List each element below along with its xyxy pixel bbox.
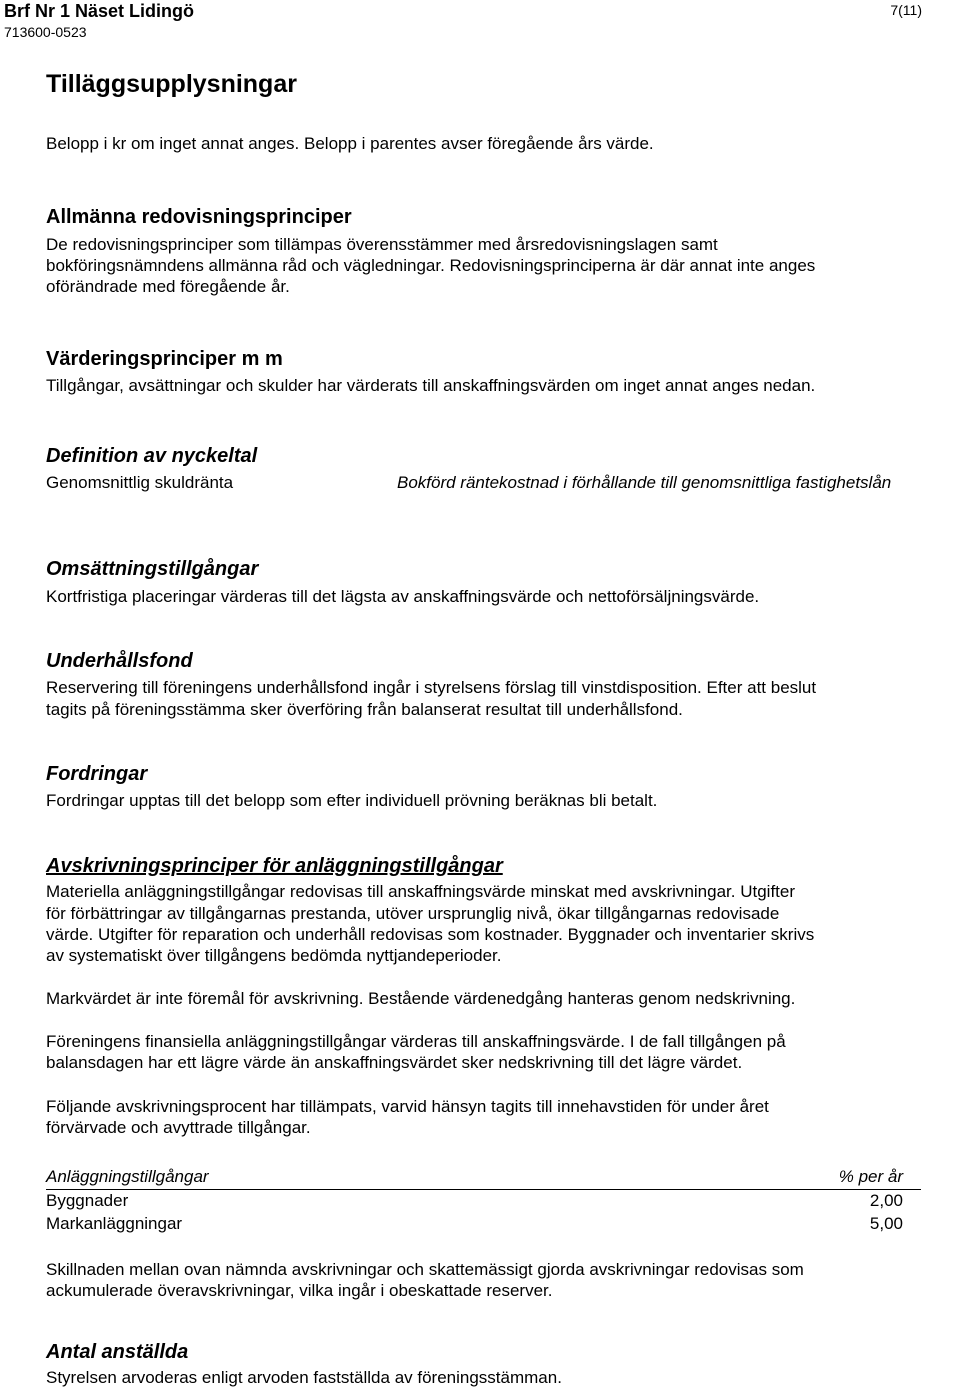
allmanna-line: bokföringsnämndens allmänna råd och vägledningar. Redovisningsprinciperna är där annat inte anges (46, 256, 816, 275)
table-header-asset: Anläggningstillgångar (46, 1167, 209, 1186)
company-name: Brf Nr 1 Näset Lidingö (4, 1, 195, 21)
section-heading-nyckeltal: Definition av nyckeltal (46, 445, 258, 467)
avskrivning-line: Materiella anläggningstillgångar redovisas till anskaffningsvärde minskat med avskrivningar. Utgifter (46, 882, 796, 901)
page-title: Tilläggsupplysningar (46, 70, 297, 98)
table-row-value: 2,00 (869, 1191, 903, 1210)
underhall-line: Reservering till föreningens underhållsfond ingår i styrelsens förslag till vinstdisposition. Efter att beslut (46, 678, 817, 697)
table-row-value: 5,00 (869, 1214, 903, 1233)
omsattning-text: Kortfristiga placeringar värderas till det lägsta av anskaffningsvärde och nettoförsäljningsvärde. (46, 587, 760, 606)
page-number: 7(11) (890, 2, 922, 18)
avskrivning-line: för förbättringar av tillgångarnas prestanda, utöver ursprunglig nivå, ökar tillgångarnas redovisade (46, 904, 780, 923)
section-heading-fordringar: Fordringar (46, 763, 148, 785)
table-header-rate: % per år (838, 1167, 903, 1186)
markvarde-text: Markvärdet är inte föremål för avskrivning. Bestående värdenedgång hanteras genom nedskrivning. (46, 989, 796, 1008)
anstallda-text: Styrelsen arvoderas enligt arvoden fastställda av föreningsstämman. (46, 1368, 562, 1387)
section-heading-omsattning: Omsättningstillgångar (46, 558, 259, 580)
org-number: 713600-0523 (4, 24, 87, 40)
nyckeltal-definition: Bokförd räntekostnad i förhållande till genomsnittliga fastighetslån (397, 473, 892, 492)
avskrivningsprocent-line: förvärvade och avyttrade tillgångar. (46, 1118, 311, 1137)
skillnaden-line: Skillnaden mellan ovan nämnda avskrivningar och skattemässigt gjorda avskrivningar redovisas som (46, 1260, 804, 1279)
finansiella-line: Föreningens finansiella anläggningstillgångar värderas till anskaffningsvärde. I de fall tillgången på (46, 1032, 786, 1051)
section-heading-varderings: Värderingsprinciper m m (46, 348, 283, 370)
section-heading-anstallda: Antal anställda (46, 1341, 189, 1363)
avskrivningsprocent-line: Följande avskrivningsprocent har tillämpats, varvid hänsyn tagits till innehavstiden för under året (46, 1097, 769, 1116)
section-heading-underhall: Underhållsfond (46, 650, 193, 672)
table-row-label: Byggnader (46, 1191, 129, 1210)
fordringar-text: Fordringar upptas till det belopp som efter individuell prövning beräknas bli betalt. (46, 791, 658, 810)
section-heading-allmanna: Allmänna redovisningsprinciper (46, 206, 352, 228)
avskrivning-line: av systematiskt över tillgångens bedömda nyttjandeperioder. (46, 946, 502, 965)
table-row-label: Markanläggningar (46, 1214, 183, 1233)
nyckeltal-term: Genomsnittlig skuldränta (46, 473, 234, 492)
varderings-text: Tillgångar, avsättningar och skulder har värderats till anskaffningsvärden om inget annat anges nedan. (46, 376, 816, 395)
allmanna-line: oförändrade med föregående år. (46, 277, 290, 296)
underhall-line: tagits på föreningsstämma sker överföring från balanserat resultat till underhållsfond. (46, 700, 683, 719)
skillnaden-line: ackumulerade överavskrivningar, vilka ingår i obeskattade reserver. (46, 1281, 553, 1300)
finansiella-line: balansdagen har ett lägre värde än anskaffningsvärdet sker nedskrivning till det lägre värdet. (46, 1053, 743, 1072)
section-heading-avskrivning: Avskrivningsprinciper för anläggningstillgångar (46, 855, 503, 877)
allmanna-line: De redovisningsprinciper som tillämpas överensstämmer med årsredovisningslagen samt (46, 235, 718, 254)
intro-text: Belopp i kr om inget annat anges. Belopp i parentes avser föregående års värde. (46, 134, 654, 153)
avskrivning-line: värde. Utgifter för reparation och underhåll redovisas som kostnader. Byggnader och inventarier skrivs (46, 925, 815, 944)
